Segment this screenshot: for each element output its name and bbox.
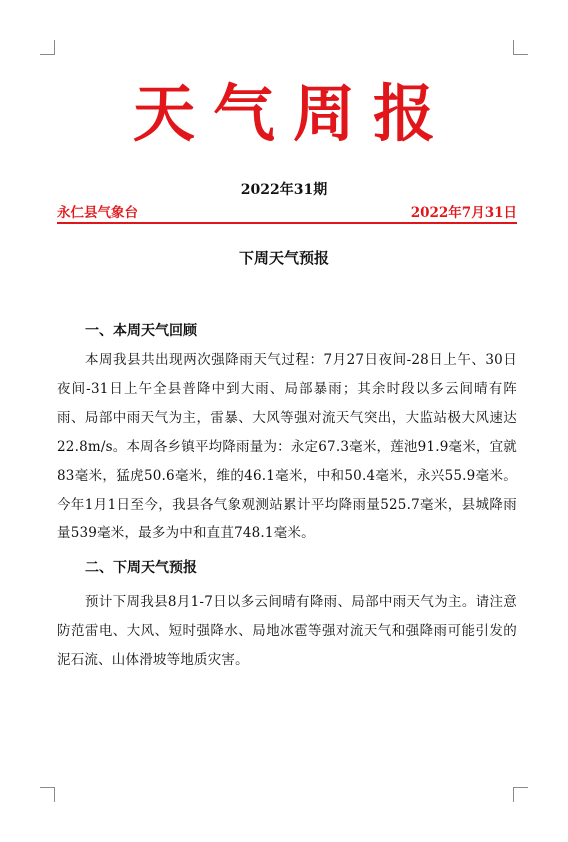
publish-date: 2022年7月31日	[410, 205, 517, 221]
header-divider	[57, 222, 517, 224]
page-corner-mark-bottom-left	[40, 787, 55, 802]
page-corner-mark-top-left	[40, 40, 55, 55]
page-corner-mark-bottom-right	[513, 787, 528, 802]
section-heading-review: 一、本周天气回顾	[85, 323, 197, 339]
issue-number: 2022年31期	[240, 182, 328, 198]
section-heading-forecast: 二、下周天气预报	[85, 560, 197, 577]
document-title: 下周天气预报	[238, 249, 329, 267]
header-info-line	[57, 204, 517, 222]
document-body	[57, 316, 517, 675]
page-corner-mark-top-right	[513, 40, 528, 55]
organization-name: 永仁县气象台	[57, 205, 138, 221]
section-text-review: 本周我县共出现两次强降雨天气过程：7月27日夜间-28日上午、30日夜间-31日上午全县普降中到大雨、局部暴雨；其余时段以多云间晴有阵雨、局部中雨天气为主，雷暴、大风等强对流天气突出，大监站极大风速达22.8m/s。本周各乡镇平均降雨量为：永定67.3毫米，莲池91.9毫米，宜就83毫米，猛虎50.6毫米，维的46.1毫米，中和50.4毫米，永兴55.9毫米。今年1月1日至今，我县各气象观测站累计平均降雨量525.7毫米，县城降雨量539毫米，最多为中和直苴748.1毫米。	[57, 352, 517, 542]
masthead-title: 天气周报	[132, 77, 453, 150]
section-text-forecast: 预计下周我县8月1-7日以多云间晴有降雨、局部中雨天气为主。请注意防范雷电、大风、短时强降水、局地冰雹等强对流天气和强降雨可能引发的泥石流、山体滑坡等地质灾害。	[57, 594, 517, 669]
